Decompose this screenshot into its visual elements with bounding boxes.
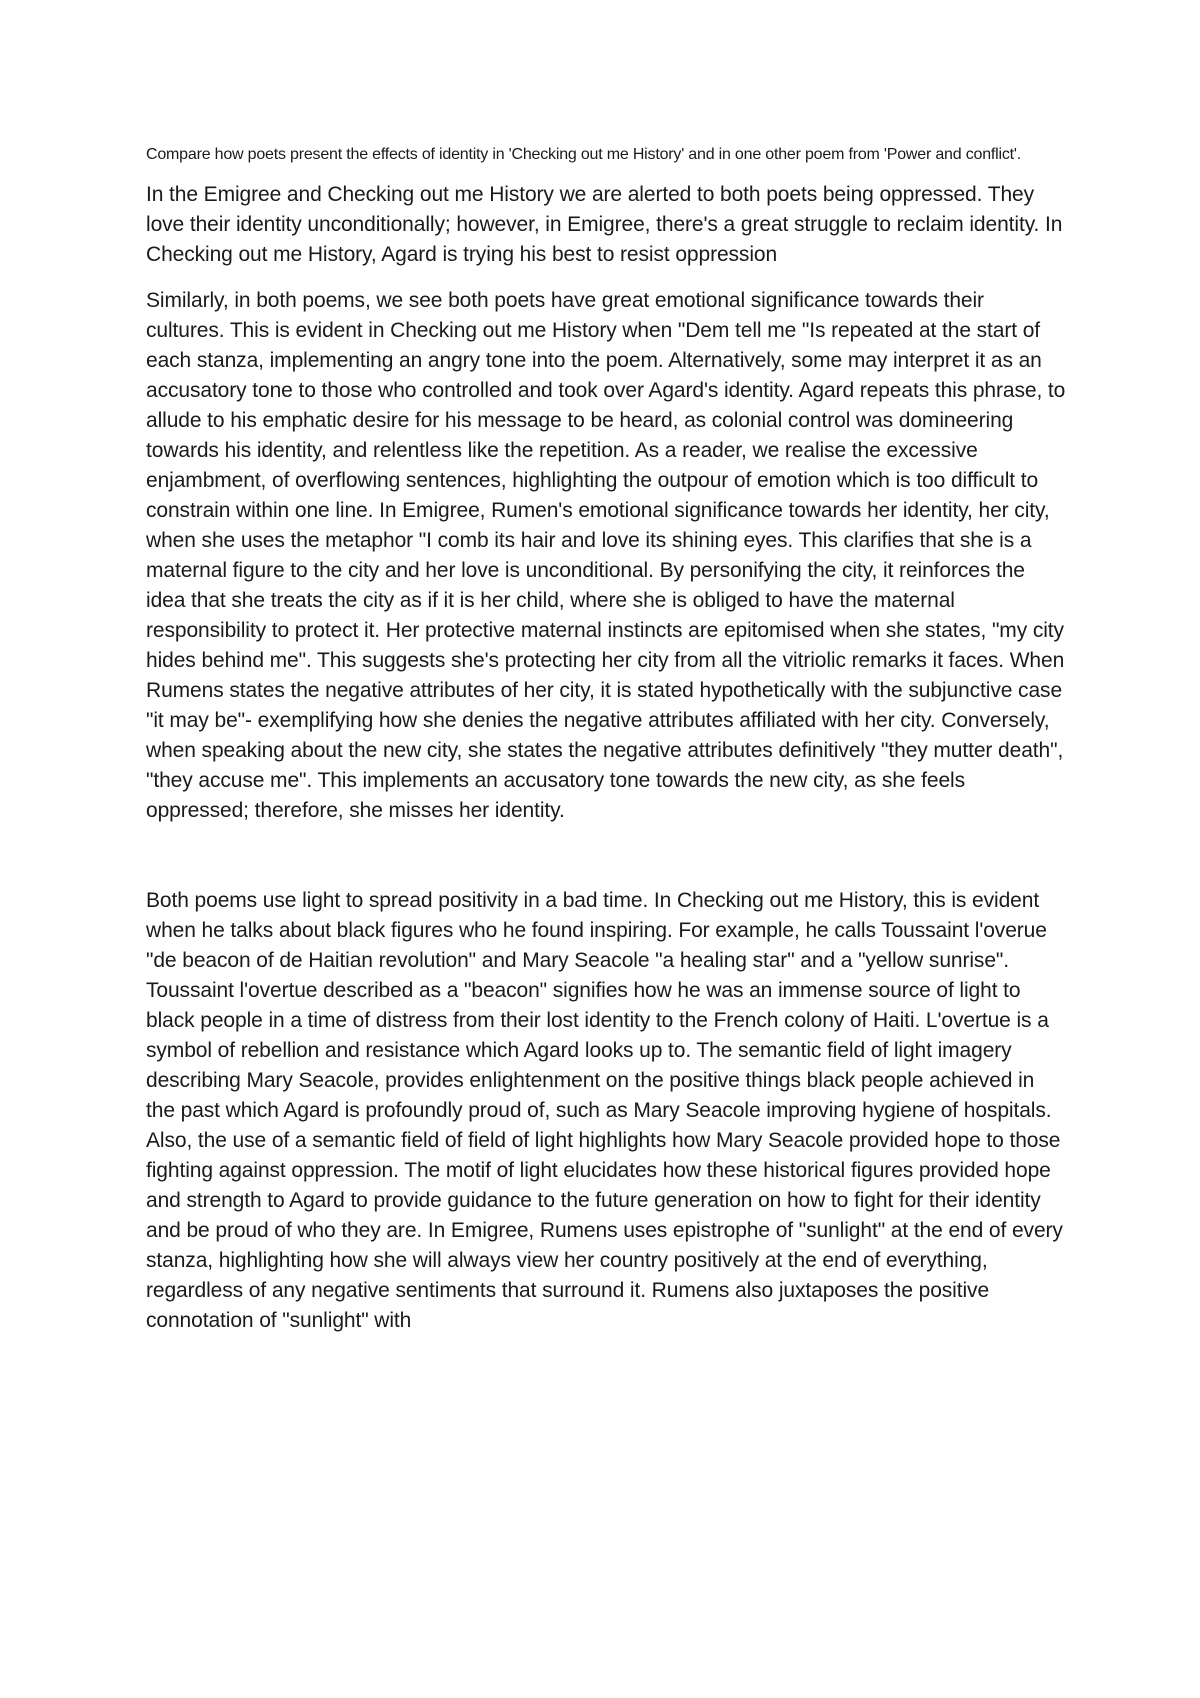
document-body xyxy=(146,143,1066,1352)
paragraph-emotional-significance: Similarly, in both poems, we see both poets have great emotional significance towards their cultures. This is evident in Checking out me History when "Dem tell me "Is repeated at the start of each stanza, implementing an angry tone into the poem. Alternatively, some may interpret it as an accusatory tone to those who controlled and took over Agard's identity. Agard repeats this phrase, to allude to his emphatic desire for his message to be heard, as colonial control was domineering towards his identity, and relentless like the repetition. As a reader, we realise the excessive enjambment, of overflowing sentences, highlighting the outpour of emotion which is too difficult to constrain within one line. In Emigree, Rumen's emotional significance towards her identity, her city, when she uses the metaphor "I comb its hair and love its shining eyes. This clarifies that she is a maternal figure to the city and her love is unconditional. By personifying the city, it reinforces the idea that she treats the city as if it is her child, where she is obliged to have the maternal responsibility to protect it. Her protective maternal instincts are epitomised when she states, "my city hides behind me". This suggests she's protecting her city from all the vitriolic remarks it faces. When Rumens states the negative attributes of her city, it is stated hypothetically with the subjunctive case "it may be"- exemplifying how she denies the negative attributes affiliated with her city. Conversely, when speaking about the new city, she states the negative attributes definitively "they mutter death", "they accuse me". This implements an accusatory tone towards the new city, as she feels oppressed; therefore, she misses her identity. xyxy=(146,289,1066,822)
essay-question: Compare how poets present the effects of identity in 'Checking out me History' and in one other poem from 'Power and conflict'. xyxy=(146,146,1021,163)
paragraph-intro: In the Emigree and Checking out me History we are alerted to both poets being oppressed. They love their identity unconditionally; however, in Emigree, there's a great struggle to reclaim identity. In Checking out me History, Agard is trying his best to resist oppression xyxy=(146,183,1063,266)
paragraph-light-imagery: Both poems use light to spread positivity in a bad time. In Checking out me History, this is evident when he talks about black figures who he found inspiring. For example, he calls Toussaint l'overue "de beacon of de Haitian revolution" and Mary Seacole "a healing star" and a "yellow sunrise". Toussaint l'overtue described as a "beacon" signifies how he was an immense source of light to black people in a time of distress from their lost identity to the French colony of Haiti. L'overtue is a symbol of rebellion and resistance which Agard looks up to. The semantic field of light imagery describing Mary Seacole, provides enlightenment on the positive things black people achieved in the past which Agard is profoundly proud of, such as Mary Seacole improving hygiene of hospitals. Also, the use of a semantic field of field of light highlights how Mary Seacole provided hope to those fighting against oppression. The motif of light elucidates how these historical figures provided hope and strength to Agard to provide guidance to the future generation on how to fight for their identity and be proud of who they are. In Emigree, Rumens uses epistrophe of "sunlight" at the end of every stanza, highlighting how she will always view her country positively at the end of everything, regardless of any negative sentiments that surround it. Rumens also juxtaposes the positive connotation of "sunlight" with xyxy=(146,889,1063,1332)
